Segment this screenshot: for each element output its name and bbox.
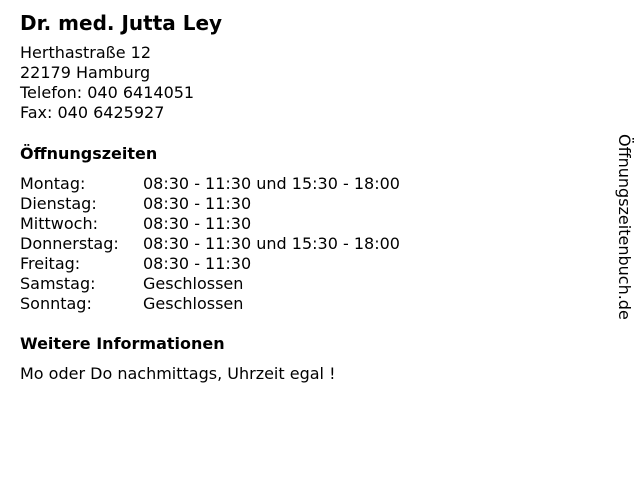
hours-value: 08:30 - 11:30 (143, 214, 252, 233)
day-label: Samstag: (20, 274, 96, 293)
more-info-title: Weitere Informationen (20, 334, 225, 353)
hours-value: 08:30 - 11:30 und 15:30 - 18:00 (143, 234, 400, 253)
day-label: Sonntag: (20, 294, 92, 313)
day-label: Freitag: (20, 254, 81, 273)
opening-hours-title: Öffnungszeiten (20, 144, 158, 163)
hours-value: 08:30 - 11:30 (143, 194, 252, 213)
practice-card (20, 9, 600, 384)
opening-hours-table (20, 174, 400, 314)
hours-value: 08:30 - 11:30 und 15:30 - 18:00 (143, 174, 400, 193)
hours-row-monday (20, 174, 400, 194)
hours-value: 08:30 - 11:30 (143, 254, 252, 273)
hours-row-friday (20, 254, 400, 274)
fax-number: Fax: 040 6425927 (20, 103, 165, 122)
practice-name: Dr. med. Jutta Ley (20, 11, 223, 35)
phone-number: Telefon: 040 6414051 (20, 83, 195, 102)
city: 22179 Hamburg (20, 63, 151, 82)
day-label: Montag: (20, 174, 86, 193)
hours-row-thursday (20, 234, 400, 254)
hours-row-sunday (20, 294, 400, 314)
day-label: Dienstag: (20, 194, 97, 213)
day-label: Mittwoch: (20, 214, 98, 233)
site-watermark: Öffnungszeitenbuch.de (615, 134, 634, 320)
hours-value: Geschlossen (143, 274, 244, 293)
hours-row-wednesday (20, 214, 400, 234)
hours-row-saturday (20, 274, 400, 294)
hours-value: Geschlossen (143, 294, 244, 313)
street-address: Herthastraße 12 (20, 43, 152, 62)
day-label: Donnerstag: (20, 234, 119, 253)
more-info-text: Mo oder Do nachmittags, Uhrzeit egal ! (20, 364, 336, 383)
hours-row-tuesday (20, 194, 400, 214)
